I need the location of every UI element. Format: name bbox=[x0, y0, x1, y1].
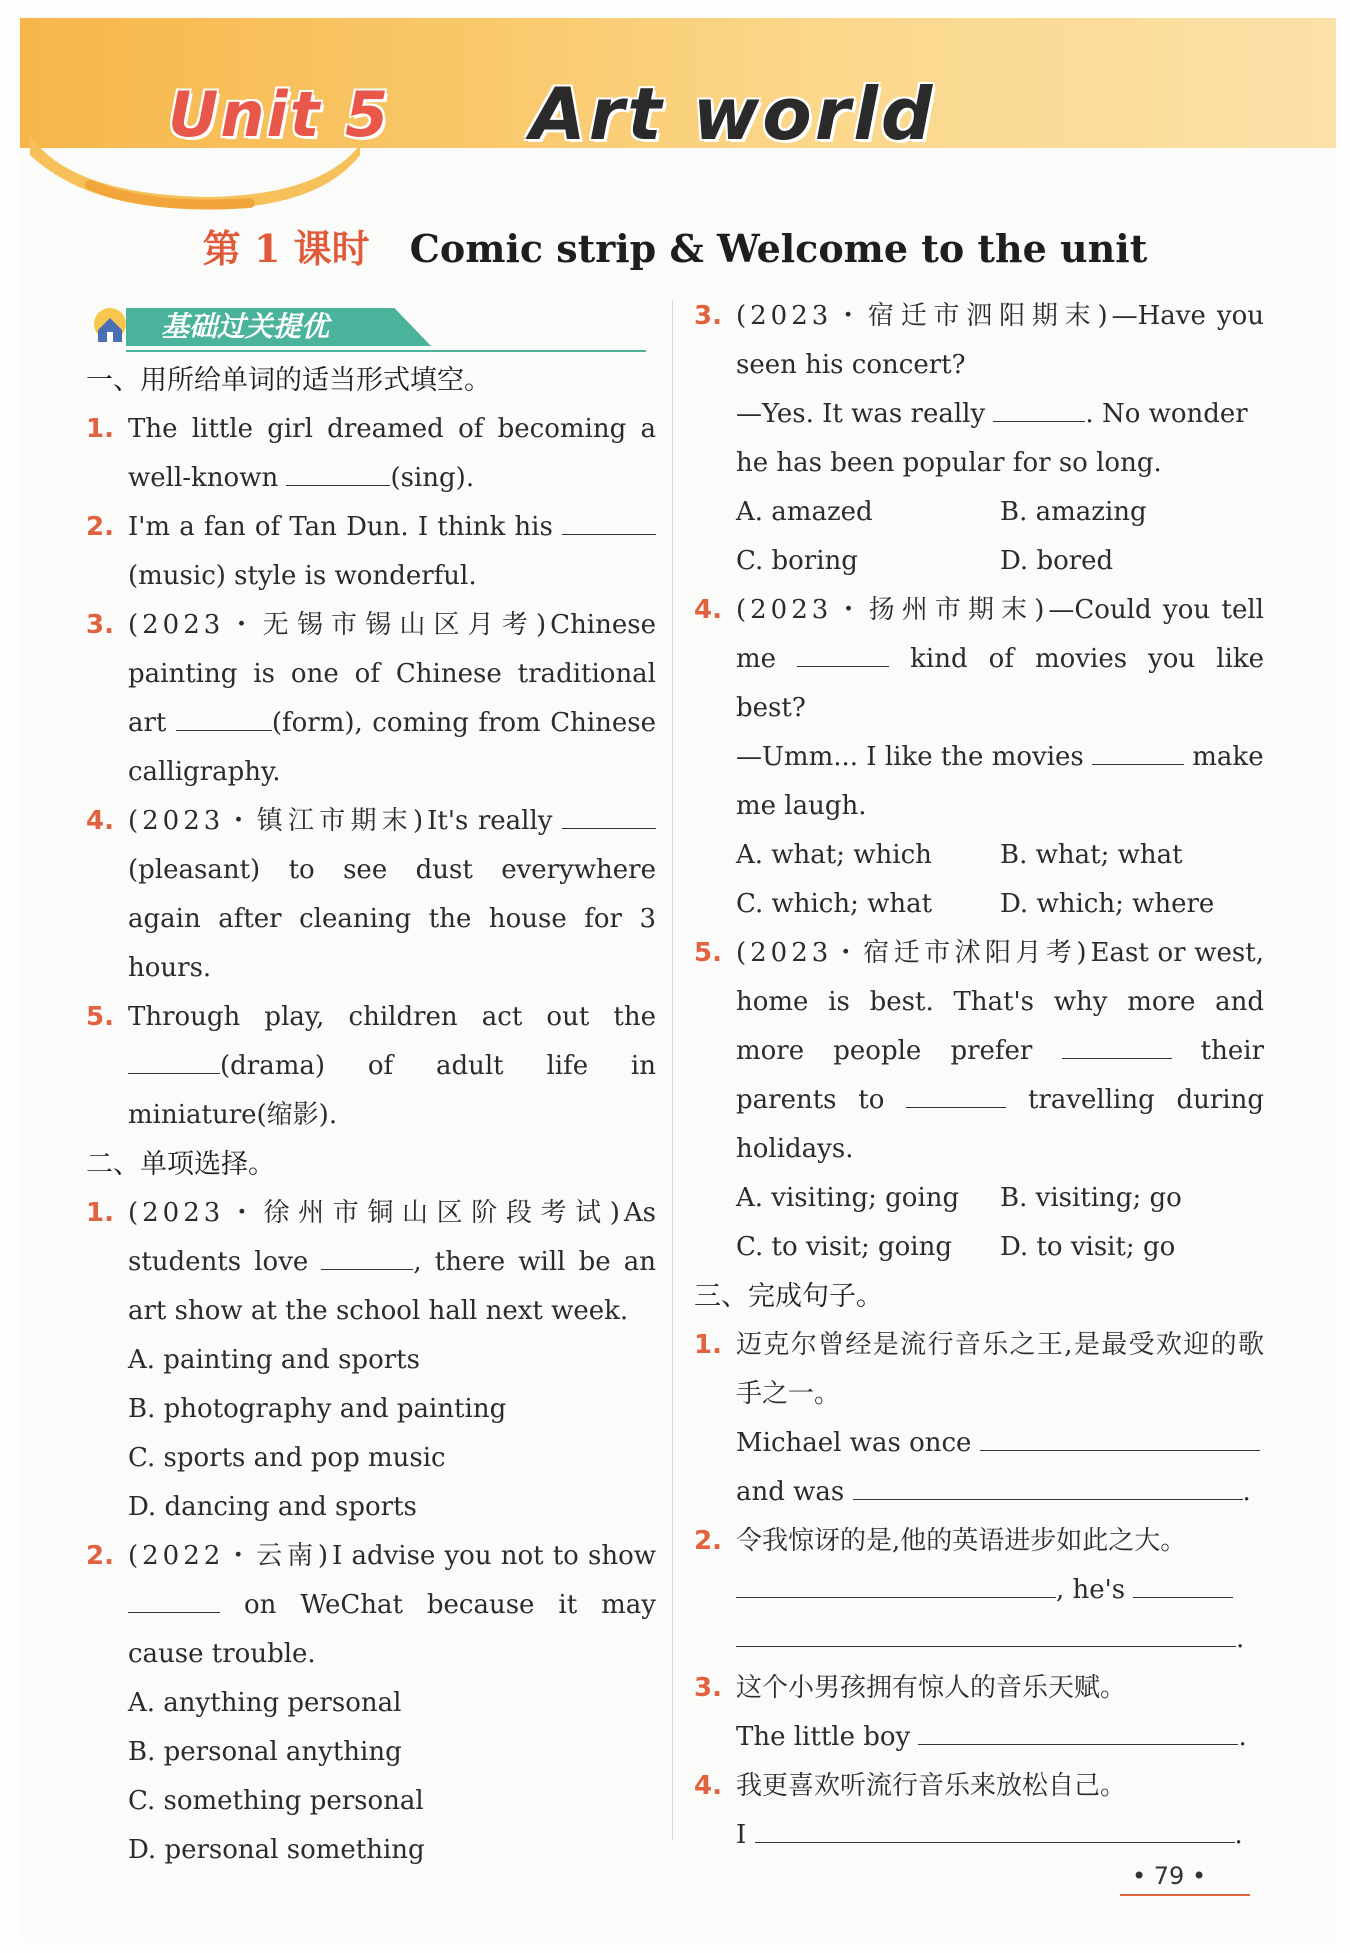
options-row bbox=[694, 831, 1264, 880]
right-column: 3. (2023・宿迁市泗阳期末)—Have you seen his concert? —Yes. It was really . No wonder he has been popular for so long. A. amazed B. amazing C. boring D. bored 4. (2023・扬州市期末)—Could you tell me kind of movies you like best? —Umm... I like the movies make me laugh. A. what; which B. what; what C. which; what D. which; where 5. (2023・宿迁市沭阳月考)East or west, home is best. That's why more and more people prefer their parents to travelling during holidays. A. visiting; going B. visiting; go C. to visit; going D. to visit; go 三、完成句子。 1. 迈克尔曾经是流行音乐之王,是最受欢迎的歌手之一。 Michael was once and was . 2. 令我惊讶的是,他的英语进步如此之大。 , he's . 3. 这个小男孩拥有惊人的音乐天赋。 The little boy . 4. 我更喜欢听流行音乐来放松自己。 I . bbox=[694, 292, 1264, 1860]
option-c[interactable]: C. boring bbox=[736, 546, 858, 576]
unit-name: Art world bbox=[530, 72, 936, 156]
options-row bbox=[694, 537, 1264, 586]
fill-question-4: 4. (2023・镇江市期末)It's really (pleasant) to see dust everywhere again after cleaning the house for 3 hours. bbox=[86, 797, 656, 993]
banner-label: 基础过关提优 bbox=[161, 310, 330, 343]
answer-blank[interactable] bbox=[286, 456, 390, 486]
option-a[interactable]: A. painting and sports bbox=[128, 1345, 420, 1375]
answer-blank[interactable] bbox=[176, 701, 272, 731]
options-row bbox=[694, 880, 1264, 929]
answer-blank[interactable] bbox=[1062, 1029, 1172, 1059]
translate-item-2: 2. 令我惊讶的是,他的英语进步如此之大。 bbox=[694, 1526, 1187, 1556]
options-row bbox=[694, 1223, 1264, 1272]
section2-heading: 二、单项选择。 bbox=[86, 1149, 275, 1180]
option-a[interactable]: A. anything personal bbox=[128, 1688, 402, 1718]
answer-blank[interactable] bbox=[562, 505, 656, 535]
translate-item-4: 4. 我更喜欢听流行音乐来放松自己。 bbox=[694, 1771, 1127, 1801]
answer-blank[interactable] bbox=[797, 637, 889, 667]
options-row bbox=[694, 488, 1264, 537]
fill-question-2: 2. I'm a fan of Tan Dun. I think his (music) style is wonderful. bbox=[86, 503, 656, 601]
section1-heading: 一、用所给单词的适当形式填空。 bbox=[86, 365, 491, 396]
answer-blank[interactable] bbox=[755, 1813, 1235, 1843]
translate-item-3: 3. 这个小男孩拥有惊人的音乐天赋。 bbox=[694, 1673, 1127, 1703]
answer-blank[interactable] bbox=[1133, 1568, 1233, 1598]
option-c[interactable]: C. something personal bbox=[128, 1786, 424, 1816]
lesson-title bbox=[0, 218, 1350, 273]
choice-question-5: 5. (2023・宿迁市沭阳月考)East or west, home is best. That's why more and more people prefer their parents to travelling during holidays. bbox=[694, 938, 1265, 1164]
translate-item-1: 1. 迈克尔曾经是流行音乐之王,是最受欢迎的歌手之一。 bbox=[694, 1330, 1264, 1409]
answer-blank[interactable] bbox=[736, 1568, 1056, 1598]
answer-blank[interactable] bbox=[128, 1583, 220, 1613]
choice-question-3: 3. (2023・宿迁市泗阳期末)—Have you seen his concert? bbox=[694, 301, 1264, 380]
page-number-underline bbox=[1120, 1894, 1250, 1896]
dialogue-line: —Umm... I like the movies make me laugh. bbox=[694, 733, 1264, 831]
option-a[interactable]: A. visiting; going bbox=[736, 1183, 960, 1213]
option-b[interactable]: B. what; what bbox=[1000, 840, 1183, 870]
option-b[interactable]: B. visiting; go bbox=[1000, 1183, 1182, 1213]
lesson-number: 第 1 课时 bbox=[202, 226, 370, 271]
left-column bbox=[86, 302, 656, 1875]
fill-question-1: 1. The little girl dreamed of becoming a well-known (sing). bbox=[86, 414, 656, 493]
choice-question-4: 4. (2023・扬州市期末)—Could you tell me kind of movies you like best? bbox=[694, 595, 1265, 723]
answer-blank[interactable] bbox=[980, 1421, 1260, 1451]
options-row bbox=[694, 1174, 1264, 1223]
option-c[interactable]: C. which; what bbox=[736, 889, 933, 919]
option-c[interactable]: C. to visit; going bbox=[736, 1232, 952, 1262]
answer-blank[interactable] bbox=[321, 1240, 413, 1270]
section3-heading: 三、完成句子。 bbox=[694, 1281, 883, 1312]
choice-question-2: 2. (2022・云南)I advise you not to show on WeChat because it may cause trouble. bbox=[86, 1541, 656, 1669]
answer-blank[interactable] bbox=[918, 1715, 1238, 1745]
option-b[interactable]: B. amazing bbox=[1000, 497, 1147, 527]
answer-blank[interactable] bbox=[562, 799, 656, 829]
section-banner bbox=[86, 302, 656, 350]
option-d[interactable]: D. personal something bbox=[128, 1835, 425, 1865]
option-c[interactable]: C. sports and pop music bbox=[128, 1443, 446, 1473]
answer-blank[interactable] bbox=[906, 1078, 1006, 1108]
option-b[interactable]: B. personal anything bbox=[128, 1737, 402, 1767]
option-a[interactable]: A. amazed bbox=[736, 497, 873, 527]
option-d[interactable]: D. which; where bbox=[1000, 889, 1215, 919]
dialogue-line: —Yes. It was really . No wonder he has been popular for so long. bbox=[694, 390, 1264, 488]
column-divider bbox=[672, 300, 673, 1840]
fill-question-5: 5. Through play, children act out the (drama) of adult life in miniature(缩影). bbox=[86, 1002, 656, 1130]
choice-question-1: 1. (2023・徐州市铜山区阶段考试)As students love , there will be an art show at the school hall next week. bbox=[86, 1198, 656, 1326]
answer-blank[interactable] bbox=[1092, 735, 1184, 765]
answer-blank[interactable] bbox=[736, 1617, 1236, 1647]
option-d[interactable]: D. bored bbox=[1000, 546, 1114, 576]
option-d[interactable]: D. to visit; go bbox=[1000, 1232, 1176, 1262]
unit-label: Unit 5 bbox=[168, 78, 391, 151]
page-number: • 79 • bbox=[1132, 1862, 1207, 1890]
option-a[interactable]: A. what; which bbox=[736, 840, 932, 870]
answer-blank[interactable] bbox=[993, 392, 1085, 422]
option-d[interactable]: D. dancing and sports bbox=[128, 1492, 417, 1522]
fill-question-3: 3. (2023・无锡市锡山区月考)Chinese painting is one of Chinese traditional art (form), coming from Chinese calligraphy. bbox=[86, 610, 657, 787]
lesson-name: Comic strip & Welcome to the unit bbox=[409, 226, 1148, 271]
answer-blank[interactable] bbox=[128, 1044, 220, 1074]
option-b[interactable]: B. photography and painting bbox=[128, 1394, 507, 1424]
answer-blank[interactable] bbox=[853, 1470, 1243, 1500]
